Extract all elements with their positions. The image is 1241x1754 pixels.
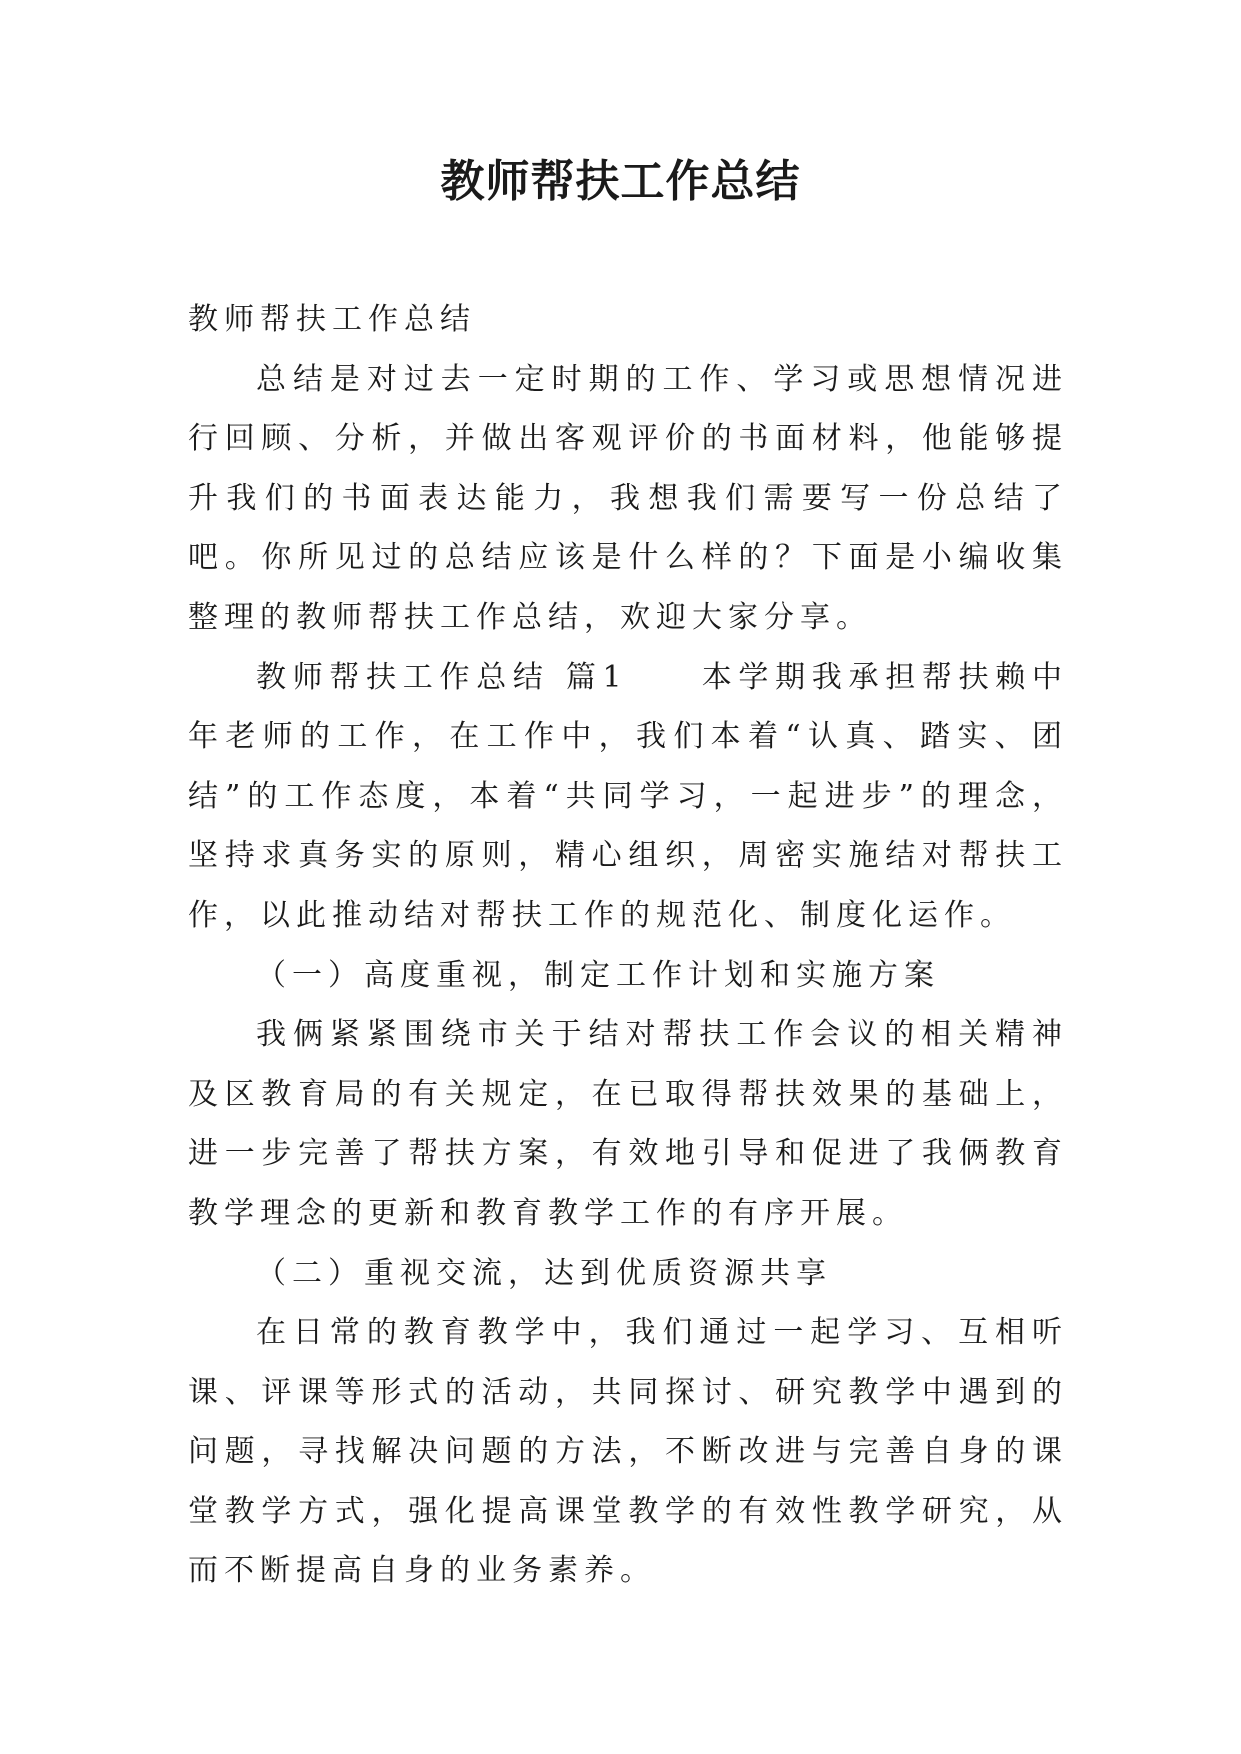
section-paragraph-1: 教师帮扶工作总结 篇1 本学期我承担帮扶赖中年老师的工作，在工作中，我们本着“认真、踏实、团结”的工作态度，本着“共同学习，一起进步”的理念，坚持求真务实的原则，精心组织，周密实施结对帮扶工作，以此推动结对帮扶工作的规范化、制度化运作。 bbox=[188, 659, 1068, 933]
body-paragraph-2: 在日常的教育教学中，我们通过一起学习、互相听课、评课等形式的活动，共同探讨、研究教学中遇到的问题，寻找解决问题的方法，不断改进与完善自身的课堂教学方式，强化提高课堂教学的有效性教学研究，从而不断提高自身的业务素养。 bbox=[188, 1315, 1068, 1589]
document-title: 教师帮扶工作总结 bbox=[440, 156, 801, 207]
section-heading-2: （二）重视交流，达到优质资源共享 bbox=[256, 1255, 832, 1291]
document-body bbox=[188, 290, 1068, 1601]
body-paragraph-1: 我俩紧紧围绕市关于结对帮扶工作会议的相关精神及区教育局的有关规定，在已取得帮扶效果的基础上，进一步完善了帮扶方案，有效地引导和促进了我俩教育教学理念的更新和教育教学工作的有序开展。 bbox=[188, 1017, 1068, 1231]
intro-paragraph: 总结是对过去一定时期的工作、学习或思想情况进行回顾、分析，并做出客观评价的书面材料，他能够提升我们的书面表达能力，我想我们需要写一份总结了吧。你所见过的总结应该是什么样的？下面是小编收集整理的教师帮扶工作总结，欢迎大家分享。 bbox=[188, 361, 1068, 635]
subtitle-line: 教师帮扶工作总结 bbox=[188, 302, 476, 337]
section-heading-1: （一）高度重视，制定工作计划和实施方案 bbox=[256, 957, 940, 993]
